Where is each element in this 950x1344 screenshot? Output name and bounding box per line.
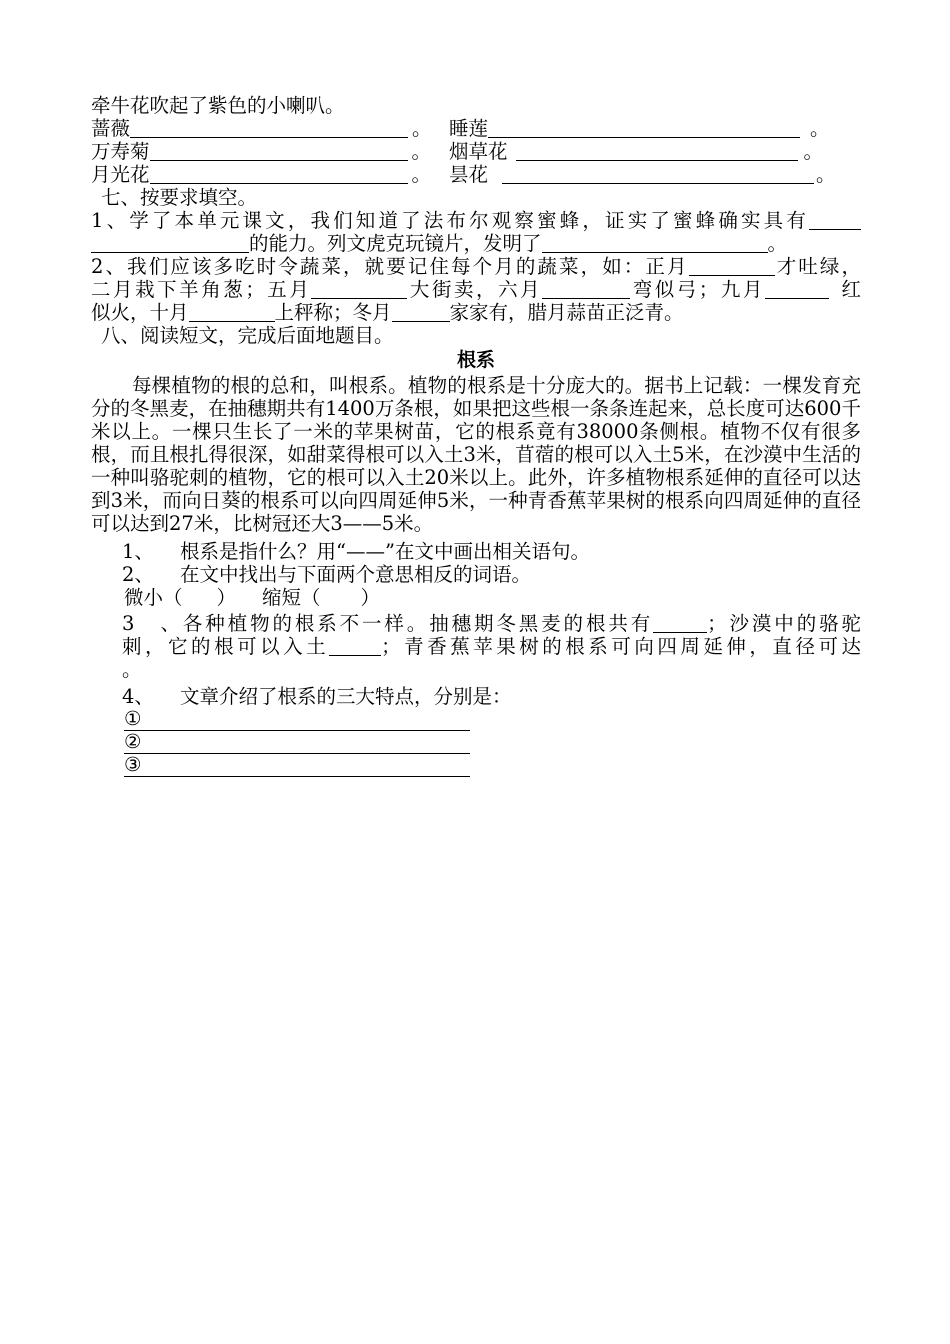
flower-row-3: 月光花 。 昙花 。 [91,163,836,186]
section-7-q1-line2: 的能力。列文虎克玩镜片，发明了 。 [91,232,861,255]
passage-title: 根系 [456,349,495,371]
section-7-q2-line1: 2、我们应该多吃时令蔬菜，就要记住每个月的蔬菜，如：正月 才吐绿， [91,255,861,278]
reading-q2-words: 微小（ ） 缩短（ ） [124,586,381,609]
answer-line-2[interactable]: ② [124,731,470,754]
section-7-q1-line1: 1、学了本单元课文，我们知道了法布尔观察蜜蜂，证实了蜜蜂确实具有 [91,209,861,232]
blank[interactable] [488,119,800,138]
reading-q4: 4、 文章介绍了根系的三大特点，分别是： [122,685,512,708]
section-7-heading: 七、按要求填空。 [101,186,258,209]
reading-q3-line1: 3、各种植物的根系不一样。抽穗期冬黑麦的根共有 ；沙漠中的骆驼 [122,612,861,635]
blank[interactable] [689,257,775,276]
flower-label: 万寿菊 [91,140,150,163]
flower-label: 月光花 [91,163,150,186]
blank[interactable] [809,211,861,230]
flower-label: 睡莲 [449,117,489,140]
blank[interactable] [91,234,249,253]
flower-label: 蔷薇 [91,117,131,140]
answer-line-1[interactable]: ① [124,708,470,731]
answer-line-3[interactable]: ③ [124,754,470,777]
passage-text: 每棵植物的根的总和，叫根系。植物的根系是十分庞大的。据书上记载：一棵发育充分的冬黑麦，在抽穗期共有1400万条根，如果把这些根一条条连起来，总长度可达600千米以上。一棵只生长了一米的苹果树苗，它的根系竟有38000条侧根。植物不仅有很多根，而且根扎得很深，如甜菜得根可以入土3米，苜蓿的根可以入土5米，在沙漠中生活的一种叫骆驼刺的植物，它的根可以入土20米以上。此外，许多植物根系延伸的直径可以达到3米，而向日葵的根系可以向四周延伸5米，一种青香蕉苹果树的根系向四周延伸的直径可以达到27米，比树冠还大3——5米。 [91,374,861,535]
reading-q2: 2、 在文中找出与下面两个意思相反的词语。 [122,563,532,586]
section-7-q2-line3: 似火，十月 上秤称；冬月 家家有，腊月蒜苗正泛青。 [91,301,684,324]
flower-row-2: 万寿菊 。 烟草花 。 [91,140,824,163]
blank[interactable] [392,303,450,322]
blank[interactable] [502,165,814,184]
blank[interactable] [150,142,408,161]
section-8-heading: 八、阅读短文，完成后面地题目。 [101,324,394,347]
reading-q1: 1、 根系是指什么？用“——”在文中画出相关语句。 [122,540,590,563]
blank[interactable] [765,280,829,299]
blank[interactable] [653,614,707,633]
blank[interactable] [150,165,408,184]
flower-label: 昙花 [449,163,489,186]
flower-row-1: 蔷薇 。 睡莲 。 [91,117,830,140]
reading-q3-line3: 。 [122,658,142,681]
blank[interactable] [542,234,768,253]
blank[interactable] [329,637,381,656]
blank[interactable] [189,303,275,322]
passage [91,374,861,535]
blank[interactable] [542,280,630,299]
blank[interactable] [516,142,798,161]
flower-label: 烟草花 [449,140,508,163]
blank[interactable] [130,119,408,138]
worksheet-page [91,94,861,777]
reading-q3-line2: 刺，它的根可以入土 ；青香蕉苹果树的根系可向四周延伸，直径可达 [122,635,861,658]
flower-intro: 牵牛花吹起了紫色的小喇叭。 [91,94,345,117]
section-7-q2-line2: 二月栽下羊角葱；五月 大街卖，六月 弯似弓；九月 红 [91,278,861,301]
blank[interactable] [311,280,407,299]
